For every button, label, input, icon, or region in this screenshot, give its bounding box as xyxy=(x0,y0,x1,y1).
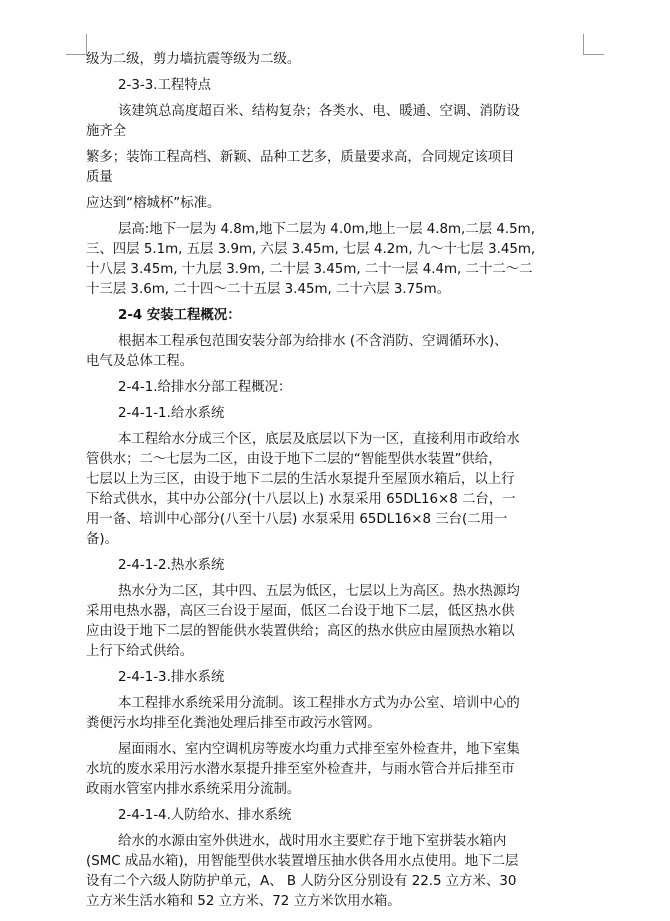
text-line: 根据本工程承包范围安装分部为给排水 (不含消防、空调循环水)、 xyxy=(118,334,508,349)
paragraph xyxy=(86,332,584,372)
text-line: (SMC 成品水箱)，用智能型供水装置增压抽水供各用水点使用。地下二层 xyxy=(86,854,519,869)
paragraph xyxy=(86,694,584,734)
text-line: 采用电热水器，高区三台设于屋面，低区二台设于地下二层，低区热水供 xyxy=(86,604,515,619)
text-line: 政雨水管室内排水系统采用分流制。 xyxy=(86,782,301,797)
text-line: 十八层 3.45m, 十九层 3.9m, 二十层 3.45m, 二十一层 4.4m, 二十二～二 xyxy=(86,262,533,277)
text-line: 2-4-1.给排水分部工程概况： xyxy=(118,380,292,395)
text-line: 2-4-1-4.人防给水、排水系统 xyxy=(118,808,292,823)
paragraph xyxy=(86,556,584,576)
text-line: 给水的水源由室外供进水，战时用水主要贮存于地下室拼装水箱内 xyxy=(118,834,507,849)
text-line: 级为二级，剪力墙抗震等级为二级。 xyxy=(86,52,301,67)
text-line: 水坑的废水采用污水潜水泵提升排至室外检查井，与雨水管合并后排至市 xyxy=(86,762,515,777)
text-line: 三、四层 5.1m, 五层 3.9m, 六层 3.45m, 七层 4.2m, 九～十七层 3.45m, xyxy=(86,242,536,257)
text-line: 十三层 3.6m, 二十四～二十五层 3.45m, 二十六层 3.75m。 xyxy=(86,282,451,297)
paragraph xyxy=(86,740,584,800)
text-line: 上行下给式供给。 xyxy=(86,644,194,659)
text-line: 2-4-1-3.排水系统 xyxy=(118,670,225,685)
document-body xyxy=(86,50,584,918)
paragraph xyxy=(86,148,584,188)
paragraph xyxy=(86,194,584,214)
text-line: 施齐全 xyxy=(86,124,127,139)
text-line: 应达到“榕城杯”标准。 xyxy=(86,196,221,211)
text-line: 备)。 xyxy=(86,532,119,547)
text-line: 质量 xyxy=(86,170,113,185)
text-line: 热水分为二区，其中四、五层为低区，七层以上为高区。热水热源均 xyxy=(118,584,520,599)
text-line: 粪便污水均排至化粪池处理后排至市政污水管网。 xyxy=(86,716,381,731)
paragraph xyxy=(86,50,584,70)
text-line: 2-4-1-1.给水系统 xyxy=(118,406,225,421)
paragraph xyxy=(86,806,584,826)
text-line: 立方米生活水箱和 52 立方米、72 立方米饮用水箱。 xyxy=(86,894,401,909)
text-line: 下给式供水，其中办公部分(十八层以上) 水泵采用 65DL16×8 二台，一 xyxy=(86,492,516,507)
text-line: 用一备、培训中心部分(八至十八层) 水泵采用 65DL16×8 三台(二用一 xyxy=(86,512,508,527)
text-line: 层高:地下一层为 4.8m,地下二层为 4.0m,地上一层 4.8m,二层 4.5m, xyxy=(118,222,535,237)
text-line: 本工程给水分成三个区，底层及底层以下为一区，直接利用市政给水 xyxy=(118,432,520,447)
paragraph xyxy=(86,306,584,326)
text-line: 管供水；二～七层为二区，由设于地下二层的“智能型供水装置”供给， xyxy=(86,452,502,467)
paragraph xyxy=(86,430,584,550)
text-line: 设有二个六级人防防护单元，A、 B 人防分区分别设有 22.5 立方米、30 xyxy=(86,874,517,889)
text-line: 七层以上为三区，由设于地下二层的生活水泵提升至屋顶水箱后，以上行 xyxy=(86,472,515,487)
text-line: 本工程排水系统采用分流制。该工程排水方式为办公室、培训中心的 xyxy=(118,696,520,711)
paragraph xyxy=(86,220,584,300)
text-line: 2-4 安装工程概况： xyxy=(118,308,241,323)
crop-mark-top-left xyxy=(66,34,87,55)
paragraph xyxy=(86,378,584,398)
text-line: 电气及总体工程。 xyxy=(86,354,194,369)
text-line: 繁多；装饰工程高档、新颖、品种工艺多，质量要求高，合同规定该项目 xyxy=(86,150,515,165)
text-line: 应由设于地下二层的智能供水装置供给；高区的热水供应由屋顶热水箱以 xyxy=(86,624,515,639)
paragraph xyxy=(86,582,584,662)
text-line: 屋面雨水、室内空调机房等废水均重力式排至室外检查井，地下室集 xyxy=(118,742,520,757)
paragraph xyxy=(86,102,584,142)
paragraph xyxy=(86,668,584,688)
text-line: 2-4-1-2.热水系统 xyxy=(118,558,225,573)
text-line: 该建筑总高度超百米、结构复杂；各类水、电、暖通、空调、消防设 xyxy=(118,104,520,119)
paragraph xyxy=(86,404,584,424)
paragraph xyxy=(86,832,584,912)
text-line: 2-3-3.工程特点 xyxy=(118,78,212,93)
crop-mark-top-right xyxy=(583,34,604,55)
paragraph xyxy=(86,76,584,96)
